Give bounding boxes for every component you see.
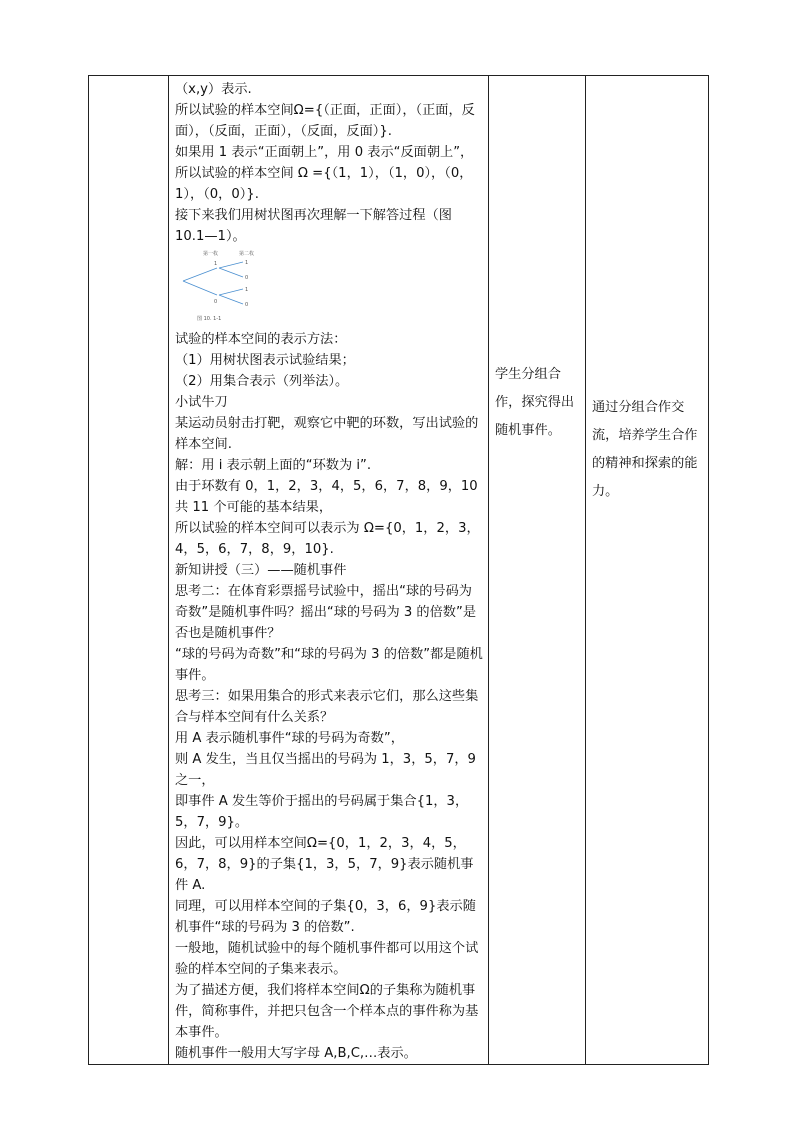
design-intent-text: 通过分组合作交流，培养学生合作的精神和探索的能力。 (592, 400, 698, 499)
paragraph: 用 A 表示随机事件“球的号码为奇数”， (175, 731, 404, 746)
paragraph: 某运动员射击打靶，观察它中靶的环数，写出试验的样本空间. (175, 416, 479, 452)
lesson-plan-table (88, 75, 709, 1065)
paragraph: 所以试验的样本空间Ω={（正面，正面），（正面，反面），（反面，正面），（反面，反面）}. (175, 103, 475, 139)
empty-cell (89, 76, 169, 1065)
figure-node-label: 0 (214, 299, 218, 305)
tree-diagram-figure (181, 249, 271, 325)
figure-caption: 图 10. 1-1 (197, 316, 222, 322)
paragraph: 为了描述方便，我们将样本空间Ω的子集称为随机事件，简称事件，并把只包含一个样本点的事件称为基本事件。 (175, 983, 479, 1040)
section-heading: 新知讲授（三）——随机事件 (175, 563, 347, 578)
figure-leaf-label: 1 (245, 287, 249, 293)
paragraph: 所以试验的样本空间可以表示为 Ω={0，1，2，3，4，5，6，7，8，9，10}. (175, 521, 480, 557)
paragraph: （x,y）表示. (175, 82, 252, 97)
figure-leaf-label: 1 (245, 260, 249, 266)
paragraph: （2）用集合表示（列举法）。 (175, 374, 349, 389)
paragraph: 解：用 i 表示朝上面的“环数为 i”. (175, 458, 372, 473)
paragraph: 思考三：如果用集合的形式来表示它们，那么这些集合与样本空间有什么关系？ (175, 689, 479, 725)
student-activity-cell (489, 76, 586, 1065)
paragraph: 因此，可以用样本空间Ω={0，1，2，3，4，5，6，7，8，9}的子集{1，3，5，7，9}表示随机事件 A. (175, 836, 474, 893)
paragraph: 思考二：在体育彩票摇号试验中，摇出“球的号码为奇数”是随机事件吗？摇出“球的号码为 3 的倍数”是否也是随机事件？ (175, 584, 477, 641)
paragraph: 则 A 发生，当且仅当摇出的号码为 1，3，5，7，9 之一， (175, 752, 476, 788)
paragraph: 随机事件一般用大写字母 A,B,C,…表示。 (175, 1046, 417, 1061)
paragraph: 试验的样本空间的表示方法： (175, 332, 347, 347)
teaching-content-cell (169, 76, 489, 1065)
paragraph: “球的号码为奇数”和“球的号码为 3 的倍数”都是随机事件。 (175, 647, 483, 683)
figure-leaf-label: 0 (245, 302, 249, 308)
figure-node-label: 1 (214, 261, 218, 267)
figure-header-second: 第二枚 (239, 251, 255, 257)
paragraph: 如果用 1 表示“正面朝上”，用 0 表示“反面朝上”， (175, 145, 474, 160)
student-activity-text: 学生分组合作，探究得出随机事件。 (495, 367, 575, 438)
section-heading: 小试牛刀 (175, 395, 228, 410)
paragraph: 接下来我们用树状图再次理解一下解答过程（图 10.1—1）。 (175, 208, 452, 244)
paragraph: 即事件 A 发生等价于摇出的号码属于集合{1，3，5，7，9}。 (175, 794, 469, 830)
design-intent-cell (586, 76, 709, 1065)
paragraph: （1）用树状图表示试验结果； (175, 353, 355, 368)
paragraph: 同理，可以用样本空间的子集{0，3，6，9}表示随机事件“球的号码为 3 的倍数”. (175, 899, 476, 935)
paragraph: 由于环数有 0，1，2，3，4，5，6，7，8，9，10 共 11 个可能的基本结果， (175, 479, 478, 515)
table-row (89, 76, 709, 1065)
paragraph: 所以试验的样本空间 Ω ={（1，1），（1，0），（0，1），（0，0）}. (175, 166, 473, 202)
paragraph: 一般地，随机试验中的每个随机事件都可以用这个试验的样本空间的子集来表示。 (175, 941, 479, 977)
figure-leaf-label: 0 (245, 275, 249, 281)
figure-header-first: 第一枚 (203, 251, 219, 257)
